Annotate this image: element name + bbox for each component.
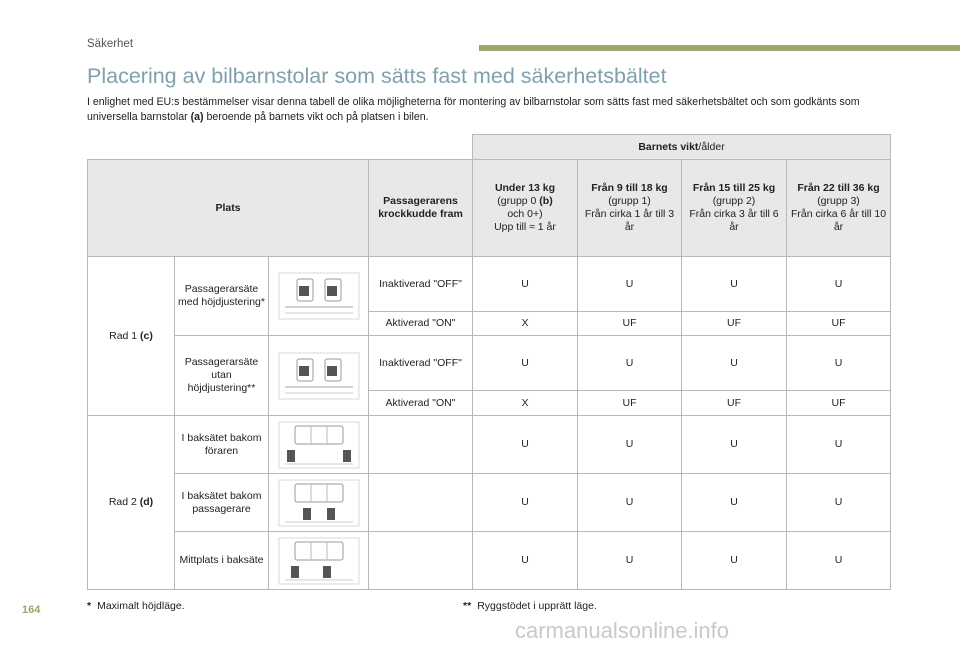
airbag-on-label: Aktiverad "ON": [369, 312, 473, 336]
seat-diagram-rear: [269, 532, 369, 590]
intro-paragraph: [87, 95, 897, 125]
col-header-group-3: Från 22 till 36 kg (grupp 3) Från cirka 6 år till 10 år: [787, 160, 891, 257]
cell-value: U: [578, 532, 682, 590]
page-title: Placering av bilbarnstolar som sätts fast med säkerhetsbältet: [87, 64, 667, 88]
row-label-rad-2: Rad 2 (d): [88, 416, 175, 590]
intro-text-end: beroende på barnets vikt och på platsen i bilen.: [203, 111, 429, 123]
seat-diagram-front: [269, 257, 369, 336]
cell-value: UF: [578, 391, 682, 416]
seat-name: Passagerarsäte med höjdjustering*: [175, 257, 269, 336]
rear-seats-icon: [277, 478, 361, 528]
cell-value: U: [473, 257, 578, 312]
cell-value: UF: [682, 391, 787, 416]
airbag-off-label: Inaktiverad "OFF": [369, 336, 473, 391]
col-header-plats: Plats: [88, 160, 369, 257]
col-header-group-0: Under 13 kg (grupp 0 (b) och 0+) Upp till ≈ 1 år: [473, 160, 578, 257]
watermark: carmanualsonline.info: [515, 618, 730, 643]
cell-value: U: [473, 416, 578, 474]
seat-diagram-rear: [269, 474, 369, 532]
child-seat-table: [87, 134, 891, 590]
cell-value: U: [578, 416, 682, 474]
airbag-off-label: Inaktiverad "OFF": [369, 257, 473, 312]
seat-name: Mittplats i baksäte: [175, 532, 269, 590]
col-header-airbag: Passagerarens krockkudde fram: [369, 160, 473, 257]
cell-value: U: [578, 474, 682, 532]
cell-value: U: [682, 474, 787, 532]
rear-seats-icon: [277, 536, 361, 586]
cell-value: UF: [578, 312, 682, 336]
cell-value: U: [787, 336, 891, 391]
col-header-group-1: Från 9 till 18 kg (grupp 1) Från cirka 1 år till 3 år: [578, 160, 682, 257]
cell-value: U: [578, 257, 682, 312]
cell-value: U: [473, 336, 578, 391]
cell-value: U: [682, 336, 787, 391]
rear-seats-icon: [277, 420, 361, 470]
intro-text: I enlighet med EU:s bestämmelser visar denna tabell de olika möjligheterna för montering av bilbarnstolar som sätts fast med säkerhetsbältet och som godkänts som universella barnstolar: [87, 96, 860, 123]
page-number: 164: [22, 604, 41, 616]
seat-name: I baksätet bakom passagerare: [175, 474, 269, 532]
cell-value: U: [682, 532, 787, 590]
col-header-group-2: Från 15 till 25 kg (grupp 2) Från cirka 3 år till 6 år: [682, 160, 787, 257]
section-accent-bar: [479, 45, 960, 51]
airbag-on-label: Aktiverad "ON": [369, 391, 473, 416]
cell-value: U: [787, 532, 891, 590]
footnote-marker: **: [463, 600, 472, 612]
cell-value: U: [473, 474, 578, 532]
airbag-empty: [369, 416, 473, 474]
cell-value: X: [473, 391, 578, 416]
cell-value: UF: [787, 312, 891, 336]
airbag-empty: [369, 532, 473, 590]
intro-ref: (a): [190, 111, 204, 123]
cell-value: U: [578, 336, 682, 391]
seat-name: Passagerarsäte utan höjdjustering**: [175, 336, 269, 416]
cell-value: U: [473, 532, 578, 590]
cell-value: U: [682, 416, 787, 474]
weight-header: Barnets vikt/ålder: [473, 135, 891, 160]
cell-value: U: [787, 257, 891, 312]
seat-diagram-front: [269, 336, 369, 416]
front-seats-icon: [277, 351, 361, 401]
footnote: [87, 600, 185, 612]
seat-name: I baksätet bakom föraren: [175, 416, 269, 474]
footnote-marker: *: [87, 600, 92, 612]
footnote-text: Maximalt höjdläge.: [97, 600, 185, 612]
cell-value: X: [473, 312, 578, 336]
section-label: Säkerhet: [87, 38, 134, 50]
footnote-text: Ryggstödet i upprätt läge.: [477, 600, 597, 612]
airbag-empty: [369, 474, 473, 532]
footnote: [463, 600, 597, 612]
cell-value: UF: [787, 391, 891, 416]
front-seats-icon: [277, 271, 361, 321]
cell-value: U: [787, 416, 891, 474]
cell-value: UF: [682, 312, 787, 336]
cell-value: U: [787, 474, 891, 532]
row-label-rad-1: Rad 1 (c): [88, 257, 175, 416]
seat-diagram-rear: [269, 416, 369, 474]
cell-value: U: [682, 257, 787, 312]
